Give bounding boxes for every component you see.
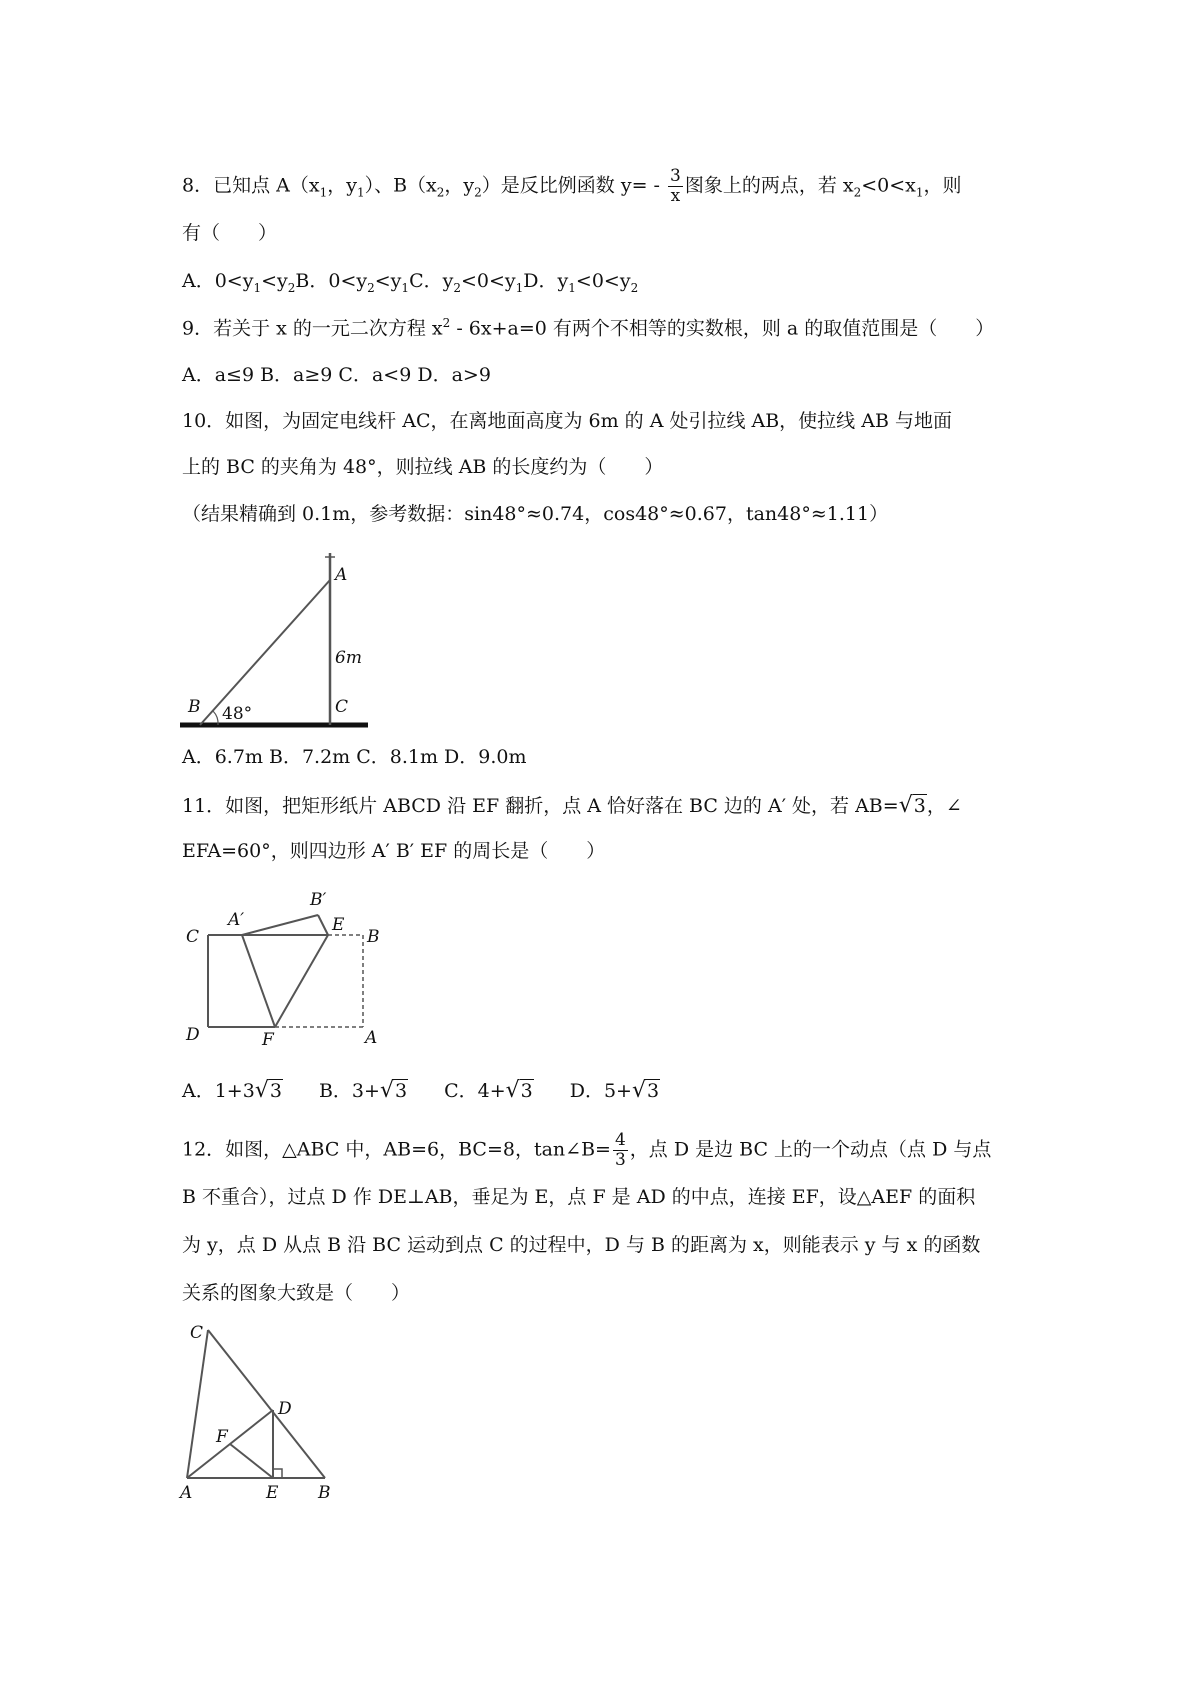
label-e: E xyxy=(266,1483,279,1503)
segment-a1f xyxy=(242,935,275,1027)
label-a: A xyxy=(180,1483,193,1503)
label-f: F xyxy=(216,1427,228,1447)
label-angle: 48° xyxy=(222,704,253,724)
q11-option-c: C．4+√3 xyxy=(444,1078,533,1103)
label-height: 6m xyxy=(335,648,362,668)
q10-line3: （结果精确到 0.1m，参考数据：sin48°≈0.74，cos48°≈0.67，tan48°≈1.11） xyxy=(182,503,889,525)
q12-line1: 12．如图，△ABC 中，AB=6，BC=8，tan∠B= $\frac{4}{3}$ ，点 D 是边 BC 上的一个动点（点 D 与点 xyxy=(182,1130,992,1170)
wire-ab xyxy=(200,580,330,725)
q8-option-d: D．$y_1<0<y_2$ xyxy=(523,270,639,295)
segment-b1e xyxy=(318,915,328,935)
label-b1: B′ xyxy=(310,890,327,910)
q11-option-d: D．5+√3 xyxy=(569,1078,660,1103)
side-bc xyxy=(208,1330,325,1478)
q10-options: A．6.7m B．7.2m C．8.1m D．9.0m xyxy=(182,746,527,768)
label-b: B xyxy=(188,697,201,717)
q12-line3: 为 y，点 D 从点 B 沿 BC 运动到点 C 的过程中，D 与 B 的距离为 x，则能表示 y 与 x 的函数 xyxy=(182,1234,981,1256)
q8-fraction: $\frac{3}{x}$ xyxy=(670,166,681,206)
q8-line2: 有（ ） xyxy=(182,222,278,244)
q11-options xyxy=(182,1080,660,1102)
label-a: A xyxy=(335,565,348,585)
label-f: F xyxy=(262,1030,274,1050)
q11-line2: EFA=60°，则四边形 A′ B′ EF 的周长是（ ） xyxy=(182,840,606,862)
side-ac xyxy=(187,1330,208,1478)
q8-line1: 8．已知点 $A(x_1$，$y_1$）、$B(x_2$，$y_2$）是反比例函数 y= - $\frac{3}{x}$ 图象上的两点，若 $x_2<0<x_1$，则 xyxy=(182,166,962,206)
right-angle-mark xyxy=(273,1469,282,1478)
q11-option-b: B．3+√3 xyxy=(318,1078,408,1103)
q8-option-c: C．$y_2<0<y_1$ xyxy=(409,270,524,295)
label-a1: A′ xyxy=(228,910,245,930)
q8-options xyxy=(182,272,638,294)
q12-line4: 关系的图象大致是（ ） xyxy=(182,1282,411,1304)
q10-line1: 10．如图，为固定电线杆 AC，在离地面高度为 6m 的 A 处引拉线 AB，使拉线 AB 与地面 xyxy=(182,410,952,432)
q9-line1: 9．若关于 x 的一元二次方程 $x^2 - 6x+a=0$ 有两个不相等的实数根，则 a 的取值范围是（ ） xyxy=(182,316,995,340)
q10-figure xyxy=(180,545,370,730)
label-d: D xyxy=(278,1399,292,1419)
q8-option-a: A．$0<y_1<y_2$ xyxy=(182,270,296,295)
sqrt-3: √3 xyxy=(898,793,926,818)
q10-line2: 上的 BC 的夹角为 48°，则拉线 AB 的长度约为（ ） xyxy=(182,456,664,478)
q11-figure xyxy=(180,885,390,1050)
label-d: D xyxy=(186,1025,200,1045)
q12-fraction: $\frac{4}{3}$ xyxy=(614,1130,626,1170)
q11-line1: 11．如图，把矩形纸片 ABCD 沿 EF 翻折，点 A 恰好落在 BC 边的 A′ 处，若 AB=√3，∠ xyxy=(182,793,962,818)
label-c: C xyxy=(186,927,200,947)
label-c: C xyxy=(190,1323,204,1343)
label-b: B xyxy=(318,1483,331,1503)
q11-option-a: A．1+3√3 xyxy=(182,1078,282,1103)
q9-options: A．a≤9 B．a≥9 C．a<9 D．a>9 xyxy=(182,364,491,386)
label-b: B xyxy=(367,927,380,947)
label-a: A xyxy=(365,1028,378,1048)
q12-figure xyxy=(180,1318,350,1503)
label-e: E xyxy=(332,915,345,935)
label-c: C xyxy=(335,697,349,717)
q12-line2: B 不重合），过点 D 作 DE⊥AB，垂足为 E，点 F 是 AD 的中点，连接 EF，设△AEF 的面积 xyxy=(182,1186,976,1208)
segment-a1b1 xyxy=(242,915,318,935)
segment-fe xyxy=(230,1444,273,1478)
segment-ef xyxy=(275,935,328,1027)
q8-option-b: B．$0<y_2<y_1$ xyxy=(295,270,410,295)
